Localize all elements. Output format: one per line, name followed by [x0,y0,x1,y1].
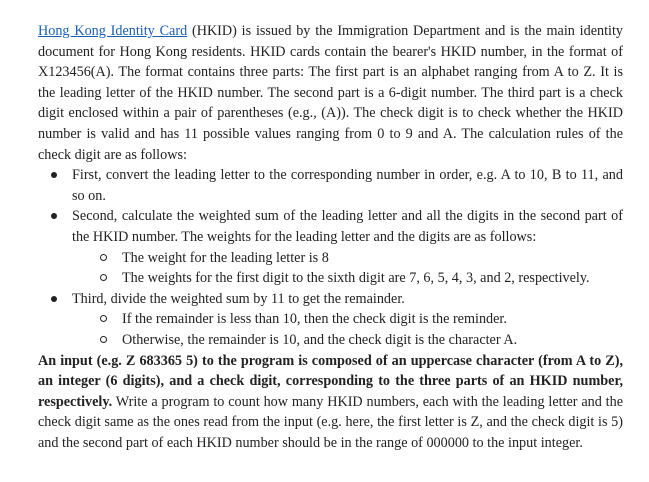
rule-step-2-text: Second, calculate the weighted sum of the leading letter and all the digits in the second part of the HKID number. The weights for the leading letter and the digits are as follows: [72,208,623,245]
rule-step-3-sub-1: If the remainder is less than 10, then the check digit is the reminder. [72,309,623,330]
rule-step-3-sub-2: Otherwise, the remainder is 10, and the check digit is the character A. [72,330,623,351]
rule-step-2-sub-1: The weight for the leading letter is 8 [72,248,623,269]
rule-step-2-sublist [38,248,623,289]
check-digit-rules-list [38,165,623,247]
task-paragraph [38,351,623,454]
rule-step-2-sub-2: The weights for the first digit to the sixth digit are 7, 6, 5, 4, 3, and 2, respectively. [72,268,623,289]
rule-step-3: Third, divide the weighted sum by 11 to get the remainder. [38,289,623,310]
rule-step-2 [38,206,623,247]
problem-statement [38,21,623,453]
task-text: Write a program to count how many HKID numbers, each with the leading letter and the check digit same as the ones read from the input (e.g. here, the first letter is Z, and the check digit is 5) and the second part of each HKID number should be in the range of 000000 to the input integer. [38,393,623,451]
task-bold-text: An input (e.g. Z 683365 5) to the program is composed of an uppercase character (from A to Z), an integer (6 digits), and a check digit, corresponding to the three parts of an HKID number, respectively. [38,352,623,410]
rule-step-1: First, convert the leading letter to the corresponding number in order, e.g. A to 10, B to 11, and so on. [38,165,623,206]
intro-paragraph [38,21,623,165]
check-digit-rules-list-cont [38,289,623,310]
intro-text: (HKID) is issued by the Immigration Department and is the main identity document for Hong Kong residents. HKID cards contain the bearer's HKID number, in the format of X123456(A). The format contains three parts: The first part is an alphabet ranging from A to Z. It is the leading letter of the HKID number. The second part is a 6-digit number. The third part is a check digit enclosed within a pair of parentheses (e.g., (A)). The check digit is to check whether the HKID number is valid and has 11 possible values ranging from 0 to 9 and A. The calculation rules of the check digit are as follows: [38,23,624,163]
hkid-wiki-link[interactable]: Hong Kong Identity Card [38,23,188,39]
rule-step-3-sublist [38,309,623,350]
